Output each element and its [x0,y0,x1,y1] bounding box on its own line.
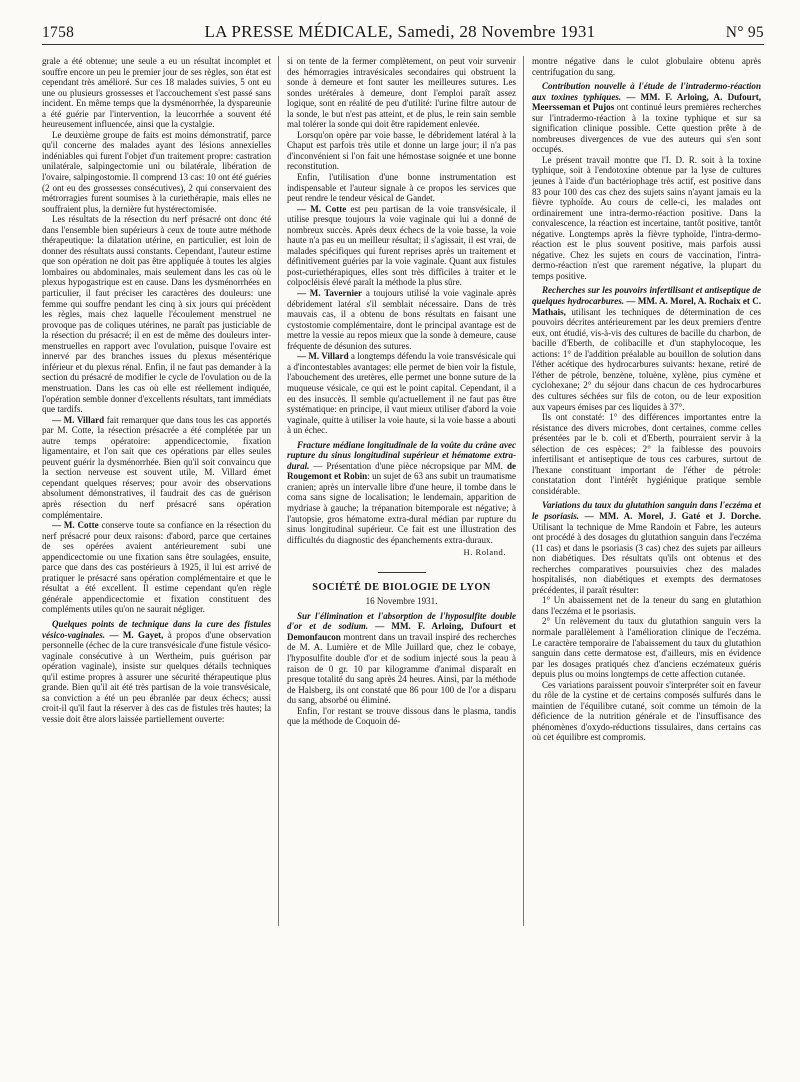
paragraph-text: utilisant les techniques de détermination de ces pouvoirs décrites antérieurement par les deux premiers d'entre eux, ont étudié, vis-à-vis des cultures de bacille du charbon, de bacille d'Eberth, de colibacille et d'un staphylocoque, les actions: 1° de l'addition préalable au bouillon de solution dans l'éther acétique des hydrocarbures suivants: hexane, retiré de l'éther de pétrole, benzène, toluène, xylène, pius cymène et cyclohexane; 2° du séjour dans chacun de ces hydrocarbures des cultures séchées sur fils de coton, ou de leur exposition aux vapeurs émises par ces liquides à 37°. [532,306,761,412]
paragraph: si on tente de la fermer complètement, on peut voir survenir des hémorragies intravésicales secondaires qui obstruent la sonde à demeure et font sauter les meilleures sutures. Les sondes urétérales à demeure, dont l'emploi paraît assez logique, sont en réalité de peu d'utilité: l'urine filtre autour de la sonde, le but n'est pas atteint, et de plus, le rein sain semble mal tolérer la sonde qui doit être rapidement enlevée. [287,56,516,130]
column-divider [523,56,524,926]
communication-title: Variations du taux du glutathion sanguin dans l'eczéma et le psoriasis. [532,500,761,521]
column-divider [278,56,279,926]
author-names: — MM. F. Arloing, A. Dufourt, Meersseman et Pujos [532,91,761,113]
paragraph-text: a longtemps défendu la voie transvésicale qui a d'incontestables avantages: elle permet de bien voir la fistule, l'abouchement des uretères, elle permet une bonne suture de la muqueuse vésicale, ce qui est le point capital. Cependant, il a eu des insuccès. Il semble qu'actuellement il ne faut pas être systématique: en principe, il vaut mieux utiliser d'abord la voie vaginale, quitte à utiliser la voie haute, si la voie basse a abouti à un échec. [287,351,516,436]
paragraph: Les résultats de la résection du nerf présacré ont donc été dans l'ensemble bien supérieurs à ceux de toute autre méthode thérapeutique: la dilatation utérine, en particulier, est loin de donner des résultats aussi constants. Cependant, l'auteur estime que son opération ne doit pas être appliquée à toutes les algies lombaires ou abdominales, mais seulement dans les cas où le plexus hypogastrique est en cause. Dans les dysménorrhées en particulier, il faut préciser les caractères des douleurs: une femme qui souffre pendant les cinq à six jours qui précèdent les règles, mais chez laquelle l'écoulement menstruel ne provoque pas de coliques utérines, ne paraît pas justiciable de la résection du présacré; il en est de même des douleurs inter-menstruelles en rapport avec l'ovulation, puisque l'ovaire est innervé par des branches issues du plexus mésentérique inférieur et du plexus rénal. Enfin, il ne faut pas demander à la section du présacré de modifier le cycle de l'ovulation ou de la menstruation. Dans les cas où elle est réellement indiquée, l'opération semble donner d'excellents résultats, tant immédiats que tardifs. [42,214,271,415]
communication-title: Sur l'élimination et l'absorption de l'hyposulfite double d'or et de sodium. [287,610,516,632]
paragraph [287,440,516,545]
communication-title: Recherches sur les pouvoirs infertilisant et antiseptique de quelques hydrocarbures. [532,285,761,307]
paragraph: Enfin, l'utilisation d'une bonne instrumentation est indispensable et l'auteur signale à ce propos les services que peut rendre le tendeur vésical de Gandet. [287,172,516,204]
communication-title: Fracture médiane longitudinale de la voûte du crâne avec rupture du sinus longitudinal supérieur et hématome extra-dural. [287,439,516,471]
article-columns [42,56,764,1082]
section-separator [378,572,426,573]
paragraph [42,415,271,520]
paragraph [287,288,516,351]
paragraph: Lorsqu'on opère par voie basse, le débridement latéral à la Chaput est parfois très utile et donne un large jour; il n'a pas d'inconvénient si l'on fait une hémostase soignée et une bonne reconstitution. [287,129,516,172]
section-date: 16 Novembre 1931. [365,596,438,607]
paragraph-text: montrent dans un travail inspiré des recherches de M. A. Lumière et de Mlle Juillard que, chez le cobaye, l'hyposulfite double d'or et de sodium injecté sous la peau à raison de 0 gr. 10 par kilogramme d'animal disparaît en presque totalité du sang après 24 heures. Ainsi, par la méthode de Halsberg, ils ont constaté que 86 pour 100 de l'or a disparu du sang, absorbé ou éliminé. [287,631,516,706]
paragraph-text: : un sujet de 63 ans subit un traumatisme cranien; après un intervalle libre d'une heure, il tombe dans le coma sans signe de localisation; le lendemain, apparition de mydriase à gauche; la trépanation bitemporale est négative; à l'autopsie, gros hématome extra-dural médian par rupture du sinus longitudinal supérieur. Ce fait est une illustration des difficultés du diagnostic des épanchements extra-duraux. [287,471,516,545]
communication-title: Quelques points de technique dans la cure des fistules vésico-vaginales. [42,618,271,640]
speaker-name: — M. Tavernier [297,288,363,299]
paragraph [42,619,271,724]
paragraph-text: à propos d'une observation personnelle (échec de la cure transvésicale d'une fistule vésico-vaginale consécutive à un Wertheim, puis guérison par opération vaginale), insiste sur quelques détails techniques qu'il estime propres à assurer une sécurité thérapeutique plus grande. Bien qu'il ait été très partisan de la voie transvésicale, sa conviction a été un peu ébranlée par deux échecs; aussi croit-il qu'il faut la réserver à des cas de fistules très hautes; la vessie doit être alors laissée partiellement ouverte: [42,629,271,724]
communication-title: Contribution nouvelle à l'étude de l'intradermo-réaction aux toxines typhiques. [532,81,761,102]
author-names: — M. Gayet, [105,629,164,640]
speaker-name: — M. Cotte [297,203,347,214]
section-heading: SOCIÉTÉ DE BIOLOGIE DE LYON [312,581,491,593]
author-names: — MM. F. Arloing, Dufourt et Demonfaucon [287,621,516,642]
column-2 [287,56,516,1016]
paragraph-text: — Présentation d'une pièce nécropsique par MM. [309,460,507,471]
author-names: de Rougemont et Robin [287,460,516,482]
author-names: — MM. A. Morel, A. Rochaix et C. Mathais, [532,296,761,317]
column-3 [532,56,761,1016]
paragraph: Le deuxième groupe de faits est moins démonstratif, parce qu'il concerne des malades ayant des lésions annexielles indéniables qui furent l'objet d'un traitement propre: castration unilatérale, salpingectomie uni ou bilatérale, libération de l'ovaire, salpingostomie. Il comprend 13 cas: 10 ont été guéries (2 ont eu des grossesses consécutives), 2 qui conservaient des métrorragies furent soumises à la curiethérapie, mais elles ne souffraient plus, la dernière fut hystérectomisée. [42,129,271,214]
paragraph: 1° Un abaissement net de la teneur du sang en glutathion dans l'eczéma et le psoriasis. [532,595,761,616]
journal-title-date: LA PRESSE MÉDICALE, Samedi, 28 Novembre 1931 [204,22,596,41]
header-rule [42,44,764,45]
author-names: — MM. A. Morel, J. Gaté et J. Dorche. [579,510,761,521]
page-header [42,22,764,42]
paragraph [532,285,761,412]
paragraph: 2° Un relèvement du taux du glutathion sanguin vers la normale parallèlement à l'amélioration clinique de l'eczéma. Le caractère temporaire de l'abaissement du taux du glutathion sanguin dans cette dermatose est, d'ailleurs, mis en évidence par les dosages pratiqués chez d'anciens eczémateux guéris depuis plus ou moins longtemps de cette affection cutanée. [532,616,761,680]
page-number: 1758 [42,24,75,41]
paragraph-text: fait remarquer que dans tous les cas apportés par M. Cotte, la résection présacrée a été complétée par un autre temps opératoire: appendicectomie, fixation ligamentaire, et l'on sait que ces opérations par elles seules peuvent guérir la dysménorrhée. Bien qu'il soit convaincu que la section nerveuse est souvent utile, M. Villard émet cependant quelques réserves; pour avoir des observations absolument démonstratives, il faudrait des cas de guérison après résection du nerf présacré sans opération complémentaire. [42,414,271,520]
paragraph-text: conserve toute sa confiance en la résection du nerf présacré pour deux raisons: d'abord, parce que certaines de ses opérées avaient antérieurement subi une appendicectomie ou une fixation sans être soulagées, ensuite, parce que dans des cas postérieurs à 1925, il lui est arrivé de pratiquer le présacré sans opération complémentaire et que le résultat a été excellent. Il estime cependant qu'en règle générale appendicectomie et fixation constituent des compléments utiles qu'on ne saurait négliger. [42,520,271,615]
speaker-name: — M. Villard [297,351,349,362]
paragraph-text: ont continué leurs premières recherches sur l'intradermo-réaction à la toxine typhique et sur sa signification clinique possible. Cette question prête à de nombreuses divergences de vue des auteurs qui s'en sont occupés. [532,102,761,155]
signature: H. Roland. [463,547,506,558]
column-1 [42,56,271,1016]
issue-number: N° 95 [725,24,764,41]
paragraph: Enfin, l'or restant se trouve dissous dans le plasma, tandis que la méthode de Coquoin dé- [287,705,516,727]
paragraph-text: a toujours utilisé la voie vaginale après débridement latéral s'il semblait nécessaire. Dans de très mauvais cas, il a obtenu de bons résultats en faisant une cystostomie complémentaire, dont le principal avantage est de mettre la vessie au repos mieux que la sonde à demeure, cause fréquente de désunion des sutures. [287,288,516,351]
paragraph [42,520,271,615]
speaker-name: — M. Villard [52,414,105,425]
paragraph-text: Utilisant la technique de Mme Randoin et Fabre, les auteurs ont procédé à des dosages du glutathion sanguin dans l'eczéma (11 cas) et dans le psoriasis (3 cas) chez des sujets par ailleurs non diabétiques. Des résultats qu'ils ont obtenus et des recherches comparatives poursuivies chez des malades hospitalisés, non diabétiques et exempts des dermatoses précédentes, il paraît résulter: [532,521,761,595]
paragraph: montre négative dans le culot globulaire obtenu après centrifugation du sang. [532,56,761,77]
paragraph [287,351,516,435]
paragraph [287,611,516,706]
paragraph: Ces variations paraissent pouvoir s'interpréter soit en faveur du rôle de la cystine et de certains composés sulfurés dans le maintien de l'équilibre cutané, soit comme un témoin de la déficience de la nutrition générale et de l'insuffisance des phénomènes d'oxydo-réductions tissulaires, dans certains cas où cet équilibre est compromis. [532,679,761,743]
paragraph: Le présent travail montre que l'I. D. R. soit à la toxine typhique, soit à l'endotoxine obtenue par la lyse de cultures jeunes à l'aide d'un bactériophage très actif, est positive dans 83 pour 100 des cas chez des sujets sains n'ayant jamais eu la fièvre typhoïde. Au cours de celle-ci, les malades ont ordinairement une intra-dermo-réaction positive. Dans la convalescence, la réaction est incertaine, tantôt positive, tantôt négative. Longtemps après la fièvre typhoïde, l'intra-dermo-réaction est le plus souvent positive, mais parfois aussi négative. Chez les sujets en cours de vaccination, l'intra-dermo-réaction n'est que rarement négative, la plupart du temps positive. [532,154,761,281]
paragraph-text: est peu partisan de la voie transvésicale, il utilise presque toujours la voie vaginale qui lui a donné de nombreux succès. Après deux échecs de la voie basse, la voie haute n'a pas eu un meilleur résultat; il s'agissait, il est vrai, de malades spécifiques qui furent reprises après un traitement et définitivement guéries par la voie vaginale. Quant aux fistules post-curiethérapiques, elles sont très difficiles à traiter et le colpocléisis élevé paraît la méthode la plus sûre. [287,203,516,288]
paragraph [532,500,761,595]
paragraph [287,204,516,288]
paragraph: grale a été obtenue; une seule a eu un résultat incomplet et souffre encore un peu le premier jour de ses règles, son état est cependant très amélioré. Sur ces 18 malades suivies, 5 ont eu une ou plusieurs grossesses et l'accouchement s'est passé sans incident. En même temps que la dysménorrhée, la dyspareunie a été guérie par l'intervention, la leucorrhée a souvent été heureusement influencée, ainsi que la cystalgie. [42,56,271,130]
paragraph: Ils ont constaté: 1° des différences importantes entre la résistance des divers microbes, dont certaines, comme celles présentées par le b. coli et d'Eberth, pourraient servir à la sélection de ces espèces; 2° la faiblesse des pouvoirs infertilisant et antiseptique de tous ces carbures, surtout de l'hexane constituant important de l'éther de pétrole: constatation dont l'intérêt hygiénique pratique semble considérable. [532,412,761,496]
paragraph [532,81,761,155]
speaker-name: — M. Cotte [52,520,99,531]
